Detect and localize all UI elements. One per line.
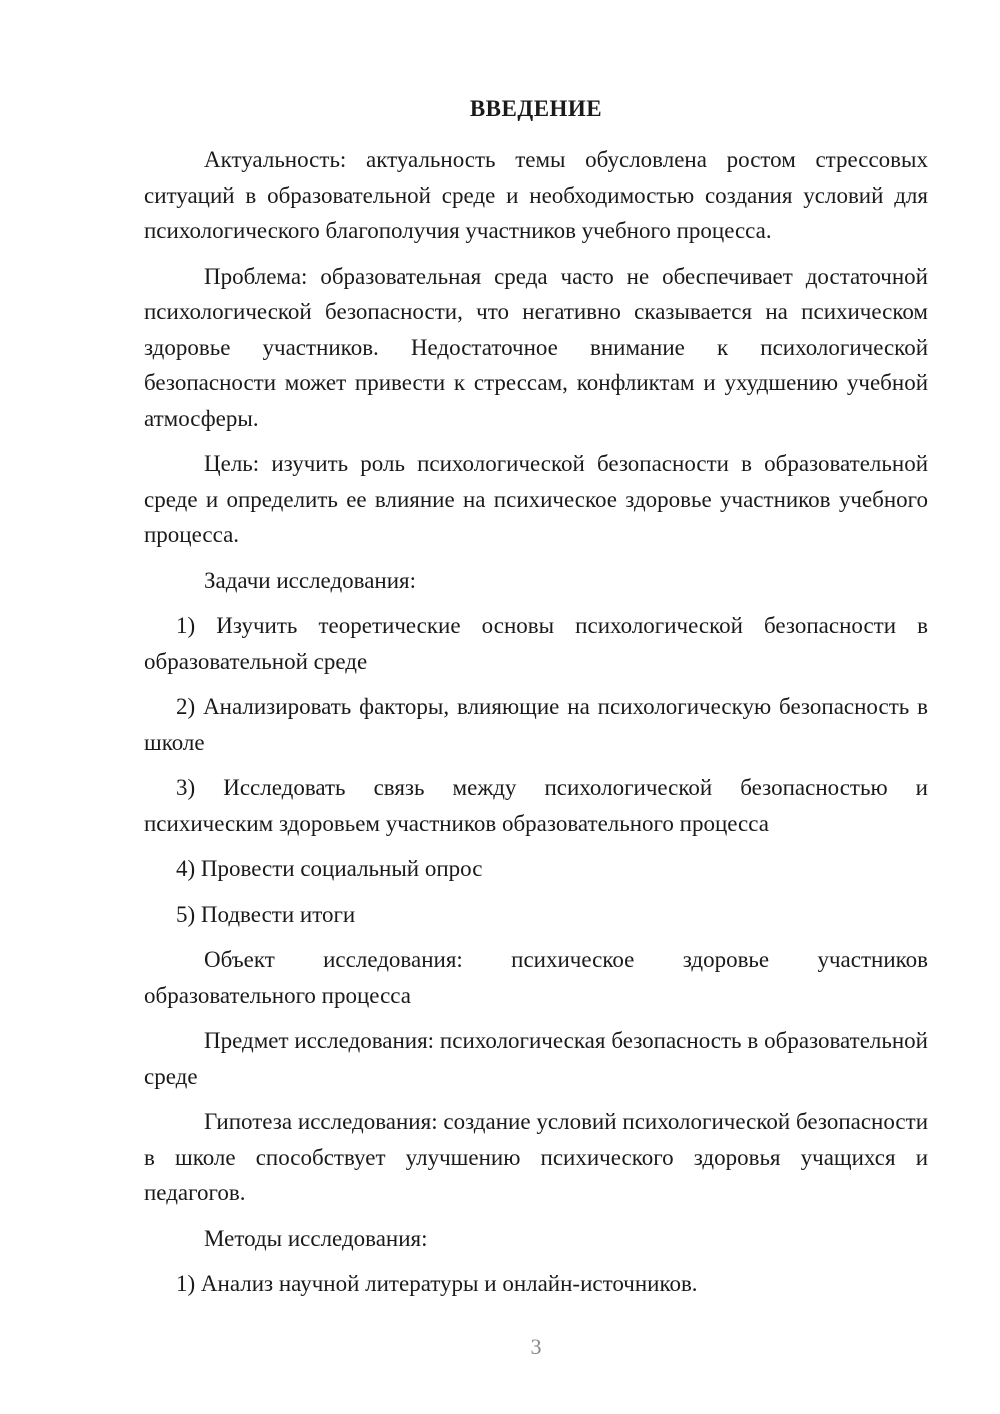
paragraph-relevance: Актуальность: актуальность темы обусловлена ростом стрессовых ситуаций в образовательной среде и необходимостью создания условий для психологического благополучия участников учебного процесса. xyxy=(144,147,928,243)
method-item-1: 1) Анализ научной литературы и онлайн-источников. xyxy=(176,1271,698,1296)
task-item-5: 5) Подвести итоги xyxy=(176,901,356,927)
task-item-4: 4) Провести социальный опрос xyxy=(176,856,483,881)
paragraph-methods-heading: Методы исследования: xyxy=(204,1225,428,1251)
section-title: ВВЕДЕНИЕ xyxy=(469,96,603,121)
task-item-2: 2) Анализировать факторы, влияющие на психологическую безопасность в школе xyxy=(144,694,928,755)
paragraph-object: Объект исследования: психическое здоровье участников образовательного процесса xyxy=(144,947,928,1008)
paragraph-tasks-heading: Задачи исследования: xyxy=(204,567,417,593)
paragraph-hypothesis: Гипотеза исследования: создание условий психологической безопасности в школе способствует улучшению психического здоровья учащихся и педагогов. xyxy=(144,1109,928,1205)
page-number: 3 xyxy=(530,1334,542,1359)
paragraph-goal: Цель: изучить роль психологической безопасности в образовательной среде и определить ее влияние на психическое здоровье участников учебного процесса. xyxy=(144,451,928,547)
document-body xyxy=(144,142,928,1302)
paragraph-subject: Предмет исследования: психологическая безопасность в образовательной среде xyxy=(144,1028,928,1089)
task-item-1: 1) Изучить теоретические основы психологической безопасности в образовательной среде xyxy=(144,613,928,674)
task-item-3: 3) Исследовать связь между психологической безопасностью и психическим здоровьем участников образовательного процесса xyxy=(144,775,928,836)
paragraph-problem: Проблема: образовательная среда часто не обеспечивает достаточной психологической безопасности, что негативно сказывается на психическом здоровье участников. Недостаточное внимание к психологической безопасности может привести к стрессам, конфликтам и ухудшению учебной атмосферы. xyxy=(144,263,928,431)
